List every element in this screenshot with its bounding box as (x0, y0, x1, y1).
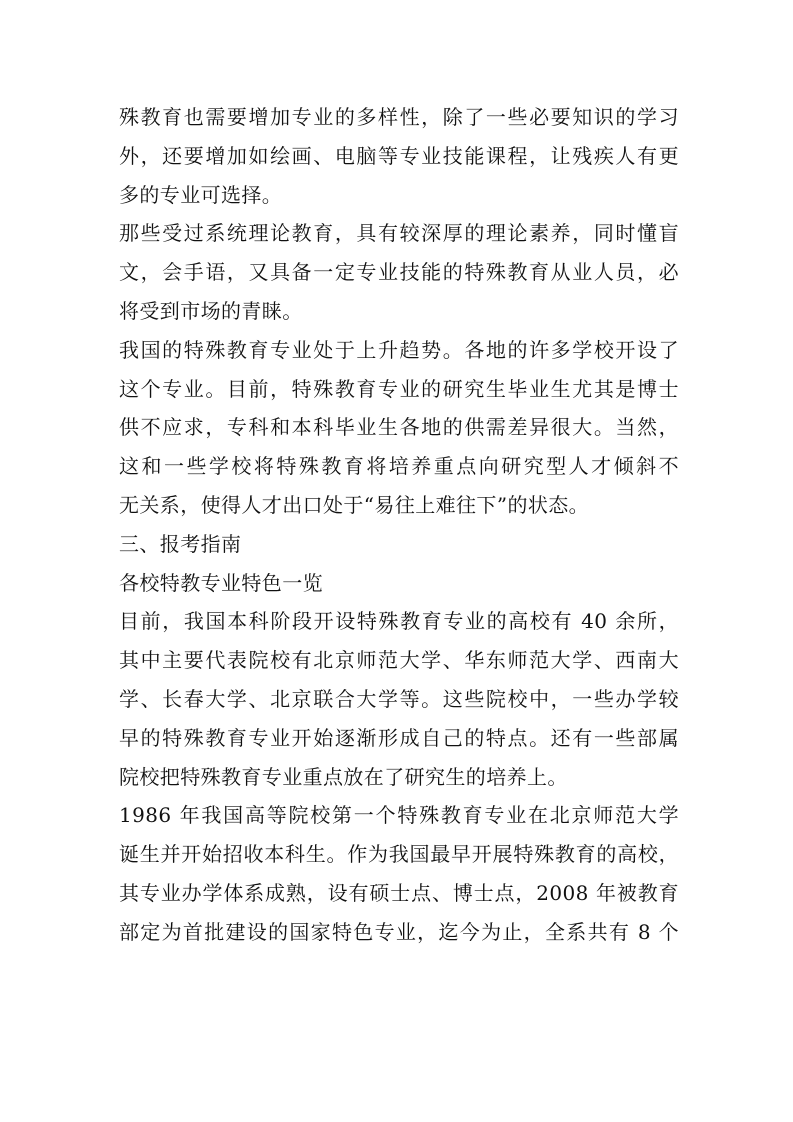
text-line: 外，还要增加如绘画、电脑等专业技能课程，让残疾人有更 (119, 143, 679, 168)
text-line: 多的专业可选择。 (119, 182, 283, 207)
text-line: 殊教育也需要增加专业的多样性，除了一些必要知识的学习 (119, 105, 679, 129)
text-line: 早的特殊教育专业开始逐渐形成自己的特点。还有一些部属 (119, 725, 679, 750)
text-line: 文，会手语，又具备一定专业技能的特殊教育从业人员，必 (119, 260, 679, 285)
text-line: 其专业办学体系成熟，设有硕士点、博士点，2008 年被教育 (119, 880, 679, 905)
text-line: 我国的特殊教育专业处于上升趋势。各地的许多学校开设了 (119, 337, 679, 362)
text-line: 将受到市场的青睐。 (119, 298, 303, 323)
text-line: 这个专业。目前，特殊教育专业的研究生毕业生尤其是博士 (119, 376, 679, 401)
text-line: 学、长春大学、北京联合大学等。这些院校中，一些办学较 (119, 686, 679, 711)
text-line: 院校把特殊教育专业重点放在了研究生的培养上。 (119, 764, 568, 789)
text-line: 1986 年我国高等院校第一个特殊教育专业在北京师范大学 (119, 803, 679, 828)
text-line: 目前，我国本科阶段开设特殊教育专业的高校有 40 余所， (119, 609, 679, 634)
text-line: 无关系，使得人才出口处于“易往上难往下”的状态。 (119, 492, 590, 517)
document-body (119, 98, 679, 952)
text-line: 供不应求，专科和本科毕业生各地的供需差异很大。当然， (119, 415, 679, 440)
text-line: 各校特教专业特色一览 (119, 570, 323, 595)
text-line: 三、报考指南 (119, 531, 242, 556)
text-line: 那些受过系统理论教育，具有较深厚的理论素养，同时懂盲 (119, 221, 679, 246)
text-line: 这和一些学校将特殊教育将培养重点向研究型人才倾斜不 (119, 454, 679, 479)
text-line: 部定为首批建设的国家特色专业，迄今为止，全系共有 8 个 (119, 919, 679, 944)
text-line: 诞生并开始招收本科生。作为我国最早开展特殊教育的高校， (119, 842, 679, 867)
text-line: 其中主要代表院校有北京师范大学、华东师范大学、西南大 (119, 648, 679, 673)
